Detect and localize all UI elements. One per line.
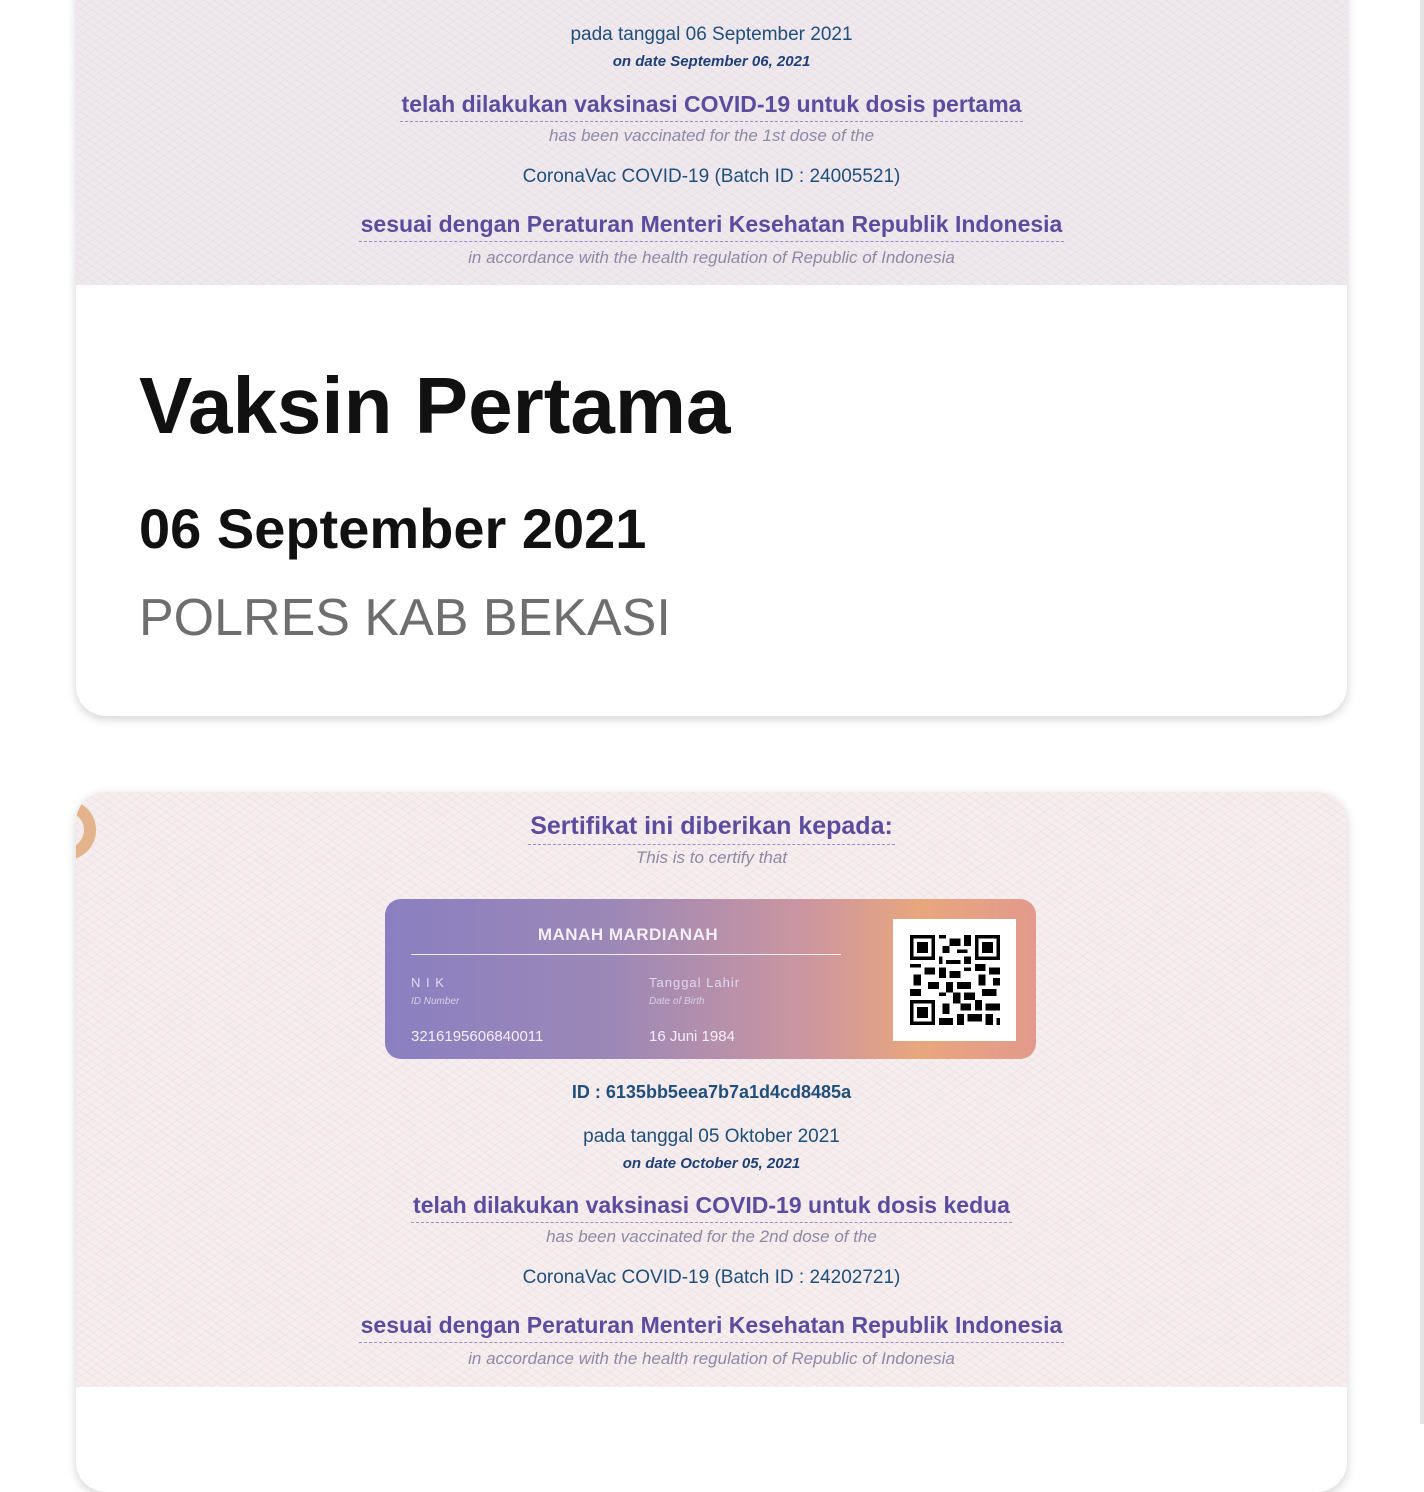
dob-label: Tanggal Lahir (649, 975, 741, 990)
cert-heading-id: Sertifikat ini diberikan kepada: (76, 812, 1347, 845)
cert-dose-en: has been vaccinated for the 2nd dose of the (546, 1227, 877, 1246)
certificate-image (76, 0, 1347, 285)
cert-regulation-en: in accordance with the health regulation of Republic of Indonesia (468, 1349, 955, 1368)
cert-date-en: on date September 06, 2021 (612, 53, 811, 70)
cert-regulation-en: in accordance with the health regulation of Republic of Indonesia (468, 248, 955, 267)
cert-date-id: pada tanggal 05 Oktober 2021 (583, 1126, 840, 1147)
dose-title: Vaksin Pertama (139, 361, 731, 450)
holder-name: MANAH MARDIANAH (537, 925, 719, 944)
dob-sub-label: Date of Birth (649, 996, 705, 1007)
dob-value: 16 Juni 1984 (649, 1028, 735, 1045)
scrollbar-track[interactable] (1420, 0, 1424, 1424)
cert-vaccine: CoronaVac COVID-19 (Batch ID : 24202721) (522, 1267, 901, 1288)
nik-value: 3216195606840011 (411, 1028, 544, 1045)
cert-dose-en: has been vaccinated for the 1st dose of the (548, 126, 875, 145)
dose-date: 06 September 2021 (139, 497, 647, 560)
nik-label: N I K (411, 975, 445, 990)
certificate-id: ID : 6135bb5eea7b7a1d4cd8485a (571, 1082, 852, 1102)
cert-dose-id: telah dilakukan vaksinasi COVID-19 untuk dosis kedua (76, 1192, 1347, 1223)
vaccine-card-second-dose[interactable] (76, 792, 1347, 1492)
cert-heading-en: This is to certify that (635, 848, 788, 867)
cert-regulation-id: sesuai dengan Peraturan Menteri Kesehatan Republik Indonesia (76, 211, 1347, 242)
holder-id-card (385, 899, 1036, 1059)
vaccine-card-first-dose[interactable] (76, 0, 1347, 716)
cert-dose-id: telah dilakukan vaksinasi COVID-19 untuk dosis pertama (76, 91, 1347, 122)
cert-date-id: pada tanggal 06 September 2021 (570, 24, 853, 45)
divider (411, 954, 841, 955)
cert-regulation-id: sesuai dengan Peraturan Menteri Kesehatan Republik Indonesia (76, 1312, 1347, 1343)
certificate-image (76, 792, 1347, 1387)
cert-vaccine: CoronaVac COVID-19 (Batch ID : 24005521) (522, 166, 901, 187)
qr-code-icon (893, 919, 1016, 1041)
dose-location: POLRES KAB BEKASI (139, 589, 671, 647)
cert-date-en: on date October 05, 2021 (622, 1155, 801, 1172)
nik-sub-label: ID Number (411, 996, 460, 1007)
